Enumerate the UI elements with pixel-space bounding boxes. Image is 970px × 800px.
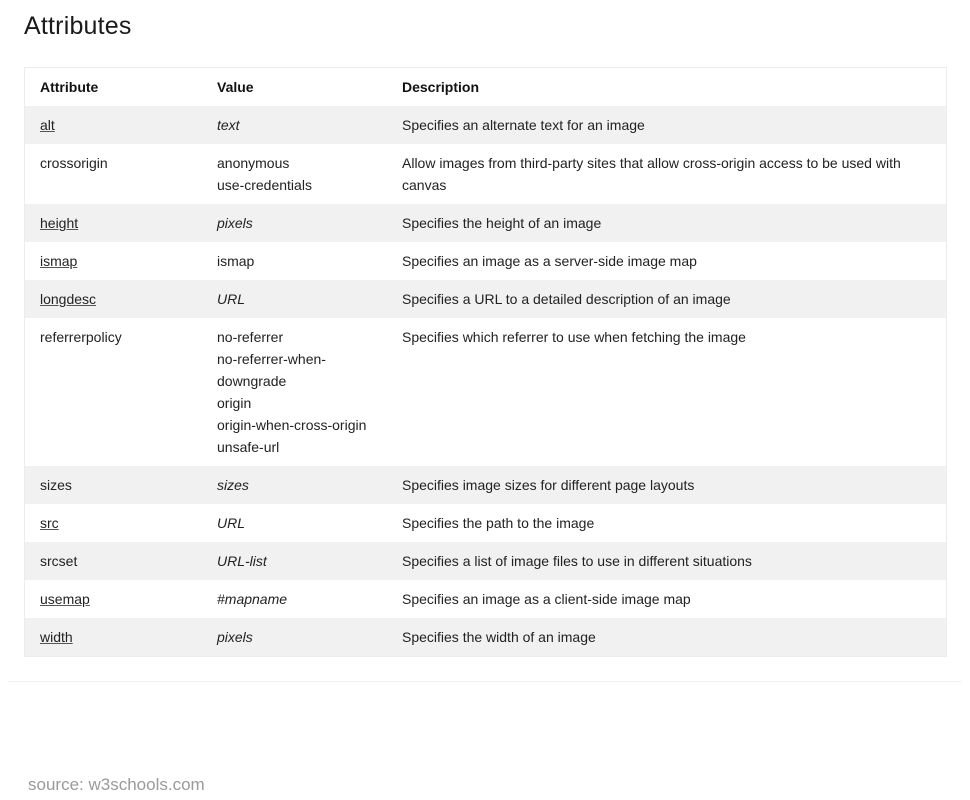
- column-header-value: Value: [217, 79, 254, 95]
- table-row: [25, 204, 946, 242]
- table-row: [25, 618, 946, 656]
- attribute-cell: [25, 318, 202, 466]
- attribute-link[interactable]: usemap: [40, 591, 90, 607]
- value-cell: [202, 106, 387, 144]
- attribute-cell: [25, 204, 202, 242]
- description-cell: Specifies a list of image files to use in different situations: [402, 553, 752, 569]
- description-cell: Specifies a URL to a detailed description of an image: [402, 291, 731, 307]
- value-text: URL-list: [217, 553, 267, 569]
- table-row: [25, 580, 946, 618]
- value-text: no-referrer: [217, 329, 284, 345]
- value-cell: [202, 618, 387, 656]
- attribute-cell: [25, 106, 202, 144]
- attributes-table-container: [24, 67, 947, 657]
- attribute-cell: [25, 618, 202, 656]
- value-cell: [202, 466, 387, 504]
- attribute-cell: [25, 580, 202, 618]
- description-cell: Specifies image sizes for different page layouts: [402, 477, 695, 493]
- table-row: [25, 504, 946, 542]
- value-cell: [202, 204, 387, 242]
- attribute-link[interactable]: height: [40, 215, 79, 231]
- value-cell: [202, 504, 387, 542]
- value-text: ismap: [217, 253, 255, 269]
- value-text: #mapname: [217, 591, 288, 607]
- description-cell: Specifies the height of an image: [402, 215, 602, 231]
- value-cell: [202, 542, 387, 580]
- description-cell: Specifies the path to the image: [402, 515, 595, 531]
- value-text: no-referrer-when-downgrade: [217, 351, 326, 389]
- table-row: [25, 280, 946, 318]
- source-caption: source: w3schools.com: [28, 775, 205, 794]
- attribute-link[interactable]: longdesc: [40, 291, 97, 307]
- description-cell: Specifies the width of an image: [402, 629, 596, 645]
- attribute-cell: [25, 280, 202, 318]
- table-row: [25, 318, 946, 466]
- attribute-cell: [25, 504, 202, 542]
- attribute-cell: [25, 144, 202, 204]
- value-text: use-credentials: [217, 177, 312, 193]
- divider: [8, 681, 962, 682]
- table-row: [25, 542, 946, 580]
- value-cell: [202, 144, 387, 204]
- description-cell: Specifies an image as a client-side image map: [402, 591, 691, 607]
- table-header-row: [25, 68, 946, 106]
- attribute-link[interactable]: ismap: [40, 253, 78, 269]
- attribute-name: referrerpolicy: [40, 329, 122, 345]
- value-text: URL: [217, 515, 246, 531]
- value-text: pixels: [217, 629, 253, 645]
- description-cell: Allow images from third-party sites that allow cross-origin access to be used with canvas: [402, 155, 901, 193]
- table-body: [25, 106, 946, 656]
- value-text: pixels: [217, 215, 253, 231]
- value-text: URL: [217, 291, 246, 307]
- column-header-attribute: Attribute: [40, 79, 99, 95]
- value-cell: [202, 318, 387, 466]
- value-text: sizes: [217, 477, 249, 493]
- value-text: unsafe-url: [217, 439, 280, 455]
- value-cell: [202, 242, 387, 280]
- attribute-name: sizes: [40, 477, 72, 493]
- attribute-name: srcset: [40, 553, 78, 569]
- attribute-link[interactable]: width: [40, 629, 73, 645]
- value-text: anonymous: [217, 155, 290, 171]
- description-cell: Specifies which referrer to use when fetching the image: [402, 329, 746, 345]
- attribute-link[interactable]: alt: [40, 117, 55, 133]
- attributes-table: [25, 68, 946, 656]
- value-cell: [202, 580, 387, 618]
- attribute-cell: [25, 466, 202, 504]
- description-cell: Specifies an alternate text for an image: [402, 117, 645, 133]
- attribute-link[interactable]: src: [40, 515, 59, 531]
- attribute-name: crossorigin: [40, 155, 108, 171]
- value-text: text: [217, 117, 240, 133]
- column-header-description: Description: [402, 79, 480, 95]
- value-text: origin: [217, 395, 252, 411]
- table-row: [25, 144, 946, 204]
- table-row: [25, 466, 946, 504]
- section-heading: Attributes: [24, 12, 132, 40]
- value-text: origin-when-cross-origin: [217, 417, 367, 433]
- attribute-cell: [25, 542, 202, 580]
- table-row: [25, 106, 946, 144]
- description-cell: Specifies an image as a server-side image map: [402, 253, 697, 269]
- attribute-cell: [25, 242, 202, 280]
- table-row: [25, 242, 946, 280]
- value-cell: [202, 280, 387, 318]
